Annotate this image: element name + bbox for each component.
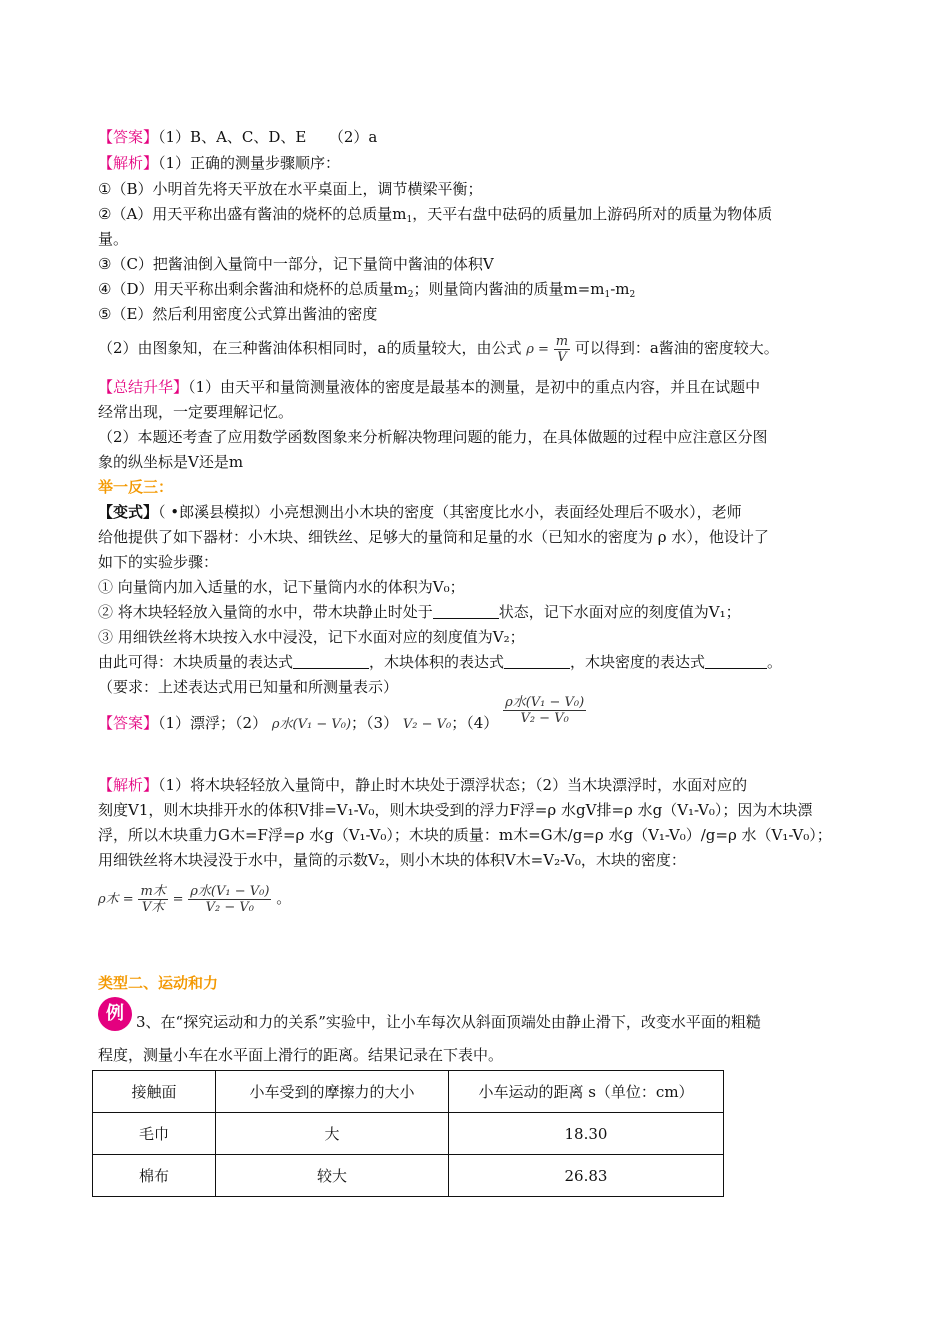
part-2-text-2: 可以得到：a酱油的密度较大。	[574, 339, 779, 357]
answer-text: （1）B、A、C、D、E （2）a	[158, 128, 378, 146]
formula-result-denominator: V₂ − V₀	[205, 899, 254, 915]
answer-blank-state[interactable]	[433, 603, 499, 619]
cell-friction: 较大	[216, 1155, 449, 1197]
variant-requirement: （要求：上述表达式用已知量和所测量表示）	[98, 678, 399, 696]
step-b: ①（B）小明首先将天平放在水平桌面上，调节横梁平衡；	[98, 180, 483, 198]
cell-surface: 毛巾	[93, 1113, 216, 1155]
cell-friction: 大	[216, 1113, 449, 1155]
cell-distance: 26.83	[449, 1155, 724, 1197]
step-e: ⑤（E）然后利用密度公式算出酱油的密度	[98, 305, 378, 323]
subscript-1b: 1	[604, 290, 611, 300]
formula-volume: V木	[141, 899, 165, 915]
subscript-1: 1	[406, 215, 413, 225]
answer-2-volume-expr: V₂ − V₀	[402, 717, 452, 732]
summary-p2-cont: 象的纵坐标是V还是m	[98, 453, 244, 471]
step-d	[98, 278, 860, 306]
summary-p1	[98, 376, 860, 398]
analysis-1-intro	[98, 152, 860, 174]
answer-2-text-1: （1）漂浮；（2）	[158, 714, 268, 732]
step-d-text-2: ；则量筒内酱油的质量m=m	[413, 280, 605, 298]
table-row	[93, 1155, 724, 1197]
formula-equals: =	[172, 892, 184, 907]
variant-heading: 举一反三：	[98, 478, 174, 496]
analysis-intro-text: （1）正确的测量步骤顺序：	[158, 154, 341, 172]
variant-step-1: ① 向量筒内加入适量的水，记下量筒内水的体积为V₀；	[98, 578, 465, 596]
variant-tag: 【变式】	[98, 503, 159, 521]
cell-distance: 18.30	[449, 1113, 724, 1155]
answer-blank-density[interactable]	[705, 653, 767, 669]
answer-2-density-fraction	[503, 695, 586, 726]
formula-rho-wood: ρ木 =	[98, 892, 134, 907]
question-text-3: ，木块密度的表达式	[570, 653, 706, 671]
example-badge: 例	[98, 997, 132, 1031]
density-denominator: V₂ − V₀	[520, 710, 569, 726]
step-a-cont: 量。	[98, 230, 129, 248]
question-text-4: 。	[767, 653, 783, 671]
variant-line-2: 给他提供了如下器材：小木块、细铁丝、足够大的量筒和足量的水（已知水的密度为 ρ 水），他设计了	[98, 528, 769, 546]
cell-surface: 棉布	[93, 1155, 216, 1197]
example-line-2: 程度，测量小车在水平面上滑行的距离。结果记录在下表中。	[98, 1046, 504, 1064]
summary-p2: （2）本题还考查了应用数学函数图象来分析解决物理问题的能力，在具体做题的过程中应注意区分图	[98, 428, 768, 446]
density-fraction	[554, 334, 570, 365]
density-numerator: ρ水(V₁ − V₀)	[505, 694, 585, 710]
variant-step-2	[98, 601, 860, 623]
analysis-part-2	[98, 333, 860, 365]
section-title: 类型二、运动和力	[98, 974, 219, 992]
analysis-2-line-2: 刻度V1，则木块排开水的体积V排=V₁-V₀，则木块受到的浮力F浮=ρ 水gV排=ρ 水g（V₁-V₀）；因为木块漂	[98, 801, 813, 819]
table-row	[93, 1113, 724, 1155]
summary-tag: 【总结升华】	[98, 378, 189, 396]
answer-2-mass-expr: ρ水(V₁ − V₀)	[271, 717, 352, 732]
analysis-tag: 【解析】	[98, 154, 159, 172]
answer-blank-mass[interactable]	[293, 653, 369, 669]
answer-2-text-2: ；（3）	[351, 714, 399, 732]
header-surface: 接触面	[93, 1071, 216, 1113]
analysis-2-text-1: （1）将木块轻轻放入量筒中，静止时木块处于漂浮状态；（2）当木块漂浮时，水面对应的	[158, 776, 748, 794]
question-text-2: ，木块体积的表达式	[369, 653, 505, 671]
analysis-2-line-3: 浮，所以木块重力G木=F浮=ρ 水g（V₁-V₀）；木块的质量：m木=G木/g=ρ 水g（V₁-V₀）/g=ρ 水（V₁-V₀）；	[98, 826, 832, 844]
analysis-2-formula	[98, 878, 860, 922]
results-table	[92, 1070, 724, 1197]
subscript-2b: 2	[629, 290, 636, 300]
density-symbol: ρ =	[526, 342, 549, 357]
answer-2	[98, 694, 860, 747]
answer-1	[98, 126, 860, 148]
analysis-2-line-4: 用细铁丝将木块浸没于水中，量筒的示数V₂，则小木块的体积V木=V₂-V₀，木块的密度：	[98, 851, 686, 869]
variant-text-1: （ •郎溪县模拟）小亮想测出小木块的密度（其密度比水小，表面经处理后不吸水），老师	[158, 503, 742, 521]
step-d-text-1: ④（D）用天平称出剩余酱油和烧杯的总质量m	[98, 280, 408, 298]
fraction-denominator: V	[557, 349, 567, 365]
variant-line-3: 如下的实验步骤：	[98, 553, 219, 571]
answer-2-text-3: ；（4）	[451, 714, 499, 732]
table-header-row	[93, 1071, 724, 1113]
step-a-text-1: ②（A）用天平称出盛有酱油的烧杯的总质量m	[98, 205, 407, 223]
variant-line-1	[98, 501, 860, 523]
answer-blank-volume[interactable]	[504, 653, 570, 669]
variant-question	[98, 651, 860, 673]
step-a	[98, 203, 860, 231]
summary-p1-text: （1）由天平和量筒测量液体的密度是最基本的测量，是初中的重点内容，并且在试题中	[188, 378, 761, 396]
analysis-2-line-1	[98, 774, 860, 796]
header-friction: 小车受到的摩擦力的大小	[216, 1071, 449, 1113]
formula-mass-over-volume	[138, 884, 167, 915]
step-d-text-3: -m	[610, 280, 630, 298]
variant-step-3: ③ 用细铁丝将木块按入水中浸没，记下水面对应的刻度值为V₂；	[98, 628, 525, 646]
example-line-1: 3、在“探究运动和力的关系”实验中，让小车每次从斜面顶端处由静止滑下，改变水平面的粗糙	[136, 1013, 761, 1031]
formula-mass: m木	[140, 883, 166, 899]
fraction-numerator: m	[555, 333, 569, 349]
header-distance: 小车运动的距离 s（单位：cm）	[449, 1071, 724, 1113]
analysis-2-tag: 【解析】	[98, 776, 159, 794]
formula-result-numerator: ρ水(V₁ − V₀)	[190, 883, 270, 899]
step-a-text-2: ，天平右盘中砝码的质量加上游码所对的质量为物体质	[412, 205, 773, 223]
answer-tag: 【答案】	[98, 128, 159, 146]
variant-step-2-text-2: 状态，记下水面对应的刻度值为V₁；	[498, 603, 741, 621]
question-text-1: 由此可得：木块质量的表达式	[98, 653, 294, 671]
summary-p1-cont: 经常出现，一定要理解记忆。	[98, 403, 294, 421]
step-c: ③（C）把酱油倒入量筒中一部分，记下量筒中酱油的体积V	[98, 255, 494, 273]
formula-result-fraction	[188, 884, 271, 915]
part-2-text-1: （2）由图象知，在三种酱油体积相同时，a的质量较大，由公式	[98, 339, 522, 357]
formula-end: 。	[276, 889, 292, 907]
variant-step-2-text-1: ② 将木块轻轻放入量筒的水中，带木块静止时处于	[98, 603, 433, 621]
subscript-2: 2	[407, 290, 414, 300]
answer-2-tag: 【答案】	[98, 714, 159, 732]
